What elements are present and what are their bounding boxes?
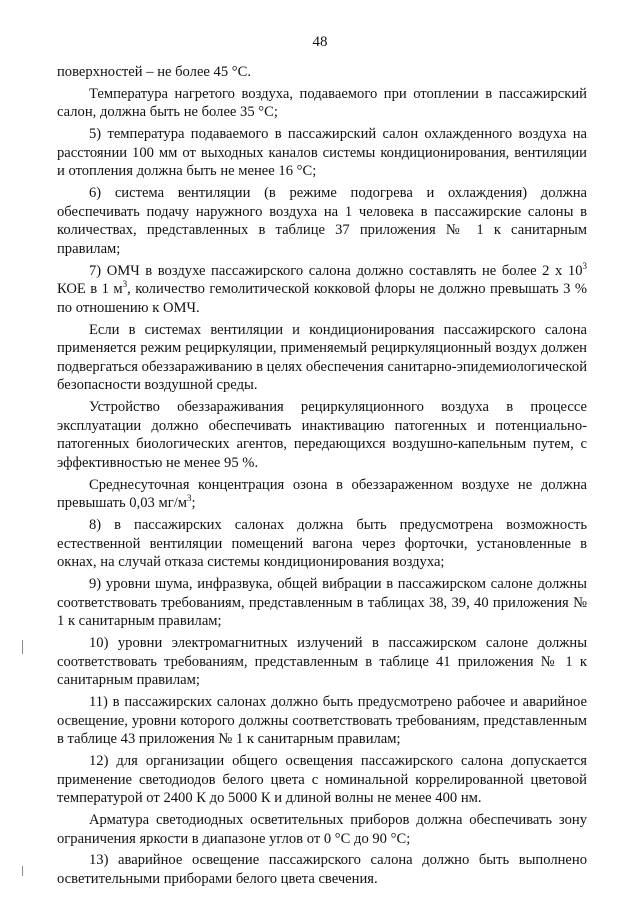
superscript: 3 bbox=[582, 260, 587, 271]
paragraph: 13) аварийное освещение пассажирского салона должно быть выполнено осветительными приборами белого цвета свечения. bbox=[57, 852, 587, 887]
paragraph: 10) уровни электромагнитных излучений в пассажирском салоне должны соответствовать требованиям, представленным в таблице 41 приложения № 1 к санитарным правилам; bbox=[57, 635, 587, 689]
paragraph: Среднесуточная концентрация озона в обеззараженном воздухе не должна превышать 0,03 $мг/м^3$; bbox=[57, 476, 587, 512]
paragraph: 7) ОМЧ в воздухе пассажирского салона должно составлять не более 2 х $10^3$ КОЕ в 1 $м^3$, количество гемолитической кокковой флоры не должно превышать 3 % по отношению к ОМЧ. bbox=[57, 260, 587, 316]
superscript: 3 bbox=[187, 493, 192, 504]
paragraph: Температура нагретого воздуха, подаваемого при отоплении в пассажирский салон, должна быть не более 35 °С; bbox=[57, 85, 587, 121]
paragraph: 11) в пассажирских салонах должно быть предусмотрено рабочее и аварийное освещение, уровни которого должны соответствовать требованиям, представленным в таблице 43 приложения № 1 к санитарным правилам; bbox=[57, 694, 587, 748]
paragraph: Арматура светодиодных осветительных приборов должна обеспечивать зону ограничения яркости в диапазоне углов от 0 °С до 90 °С; bbox=[57, 812, 587, 847]
paragraph: 9) уровни шума, инфразвука, общей вибрации в пассажирском салоне должны соответствовать требованиям, представленным в таблицах 38, 39, 40 приложения № 1 к санитарным правилам; bbox=[57, 576, 587, 630]
paragraph: 5) температура подаваемого в пассажирский салон охлажденного воздуха на расстоянии 100 мм от выходных каналов системы кондиционирования, вентиляции и отопления должна быть не менее 16 °С; bbox=[57, 126, 587, 180]
body-text bbox=[57, 63, 587, 892]
paragraph: Если в системах вентиляции и кондиционирования пассажирского салона применяется режим рециркуляции, применяемый рециркуляционный воздух должен подвергаться обеззараживанию в целях обеспечения санитарно-эпидемиологической безопасности воздушной среды. bbox=[57, 321, 587, 394]
page-number: 48 bbox=[312, 34, 328, 50]
superscript: 3 bbox=[122, 279, 128, 290]
scan-edge-mark bbox=[22, 640, 23, 654]
paragraph: Устройство обеззараживания рециркуляционного воздуха в процессе эксплуатации должно обеспечивать инактивацию патогенных и потенциально-патогенных биологических агентов, передающихся воздушно-капельным путем, с эффективностью не менее 95 %. bbox=[57, 399, 587, 471]
paragraph: поверхностей – не более 45 °С. bbox=[57, 64, 252, 80]
scan-edge-mark bbox=[22, 866, 23, 876]
paragraph: 8) в пассажирских салонах должна быть предусмотрена возможность естественной вентиляции помещений вагона через форточки, установленные в окнах, на случай отказа системы кондиционирования воздуха; bbox=[57, 517, 587, 571]
paragraph: 12) для организации общего освещения пассажирского салона допускается применение светодиодов белого цвета с номинальной коррелированной цветовой температурой от 2400 К до 5000 К и длиной волны не менее 400 нм. bbox=[57, 753, 587, 807]
paragraph: 6) система вентиляции (в режиме подогрева и охлаждения) должна обеспечивать подачу наружного воздуха на 1 человека в пассажирские салоны в количествах, представленных в таблице 37 приложения № 1 к санитарным правилам; bbox=[57, 185, 587, 257]
